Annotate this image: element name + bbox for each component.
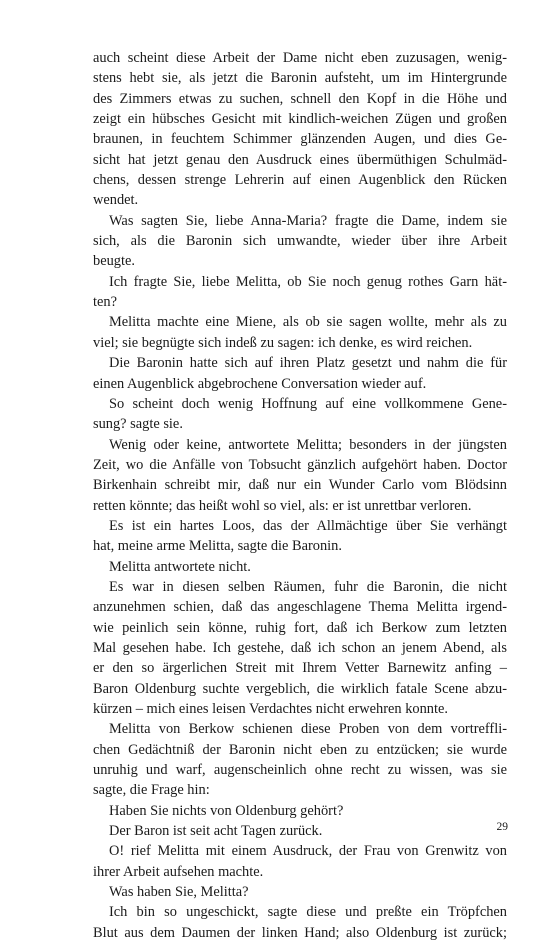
text-line: chens, dessen strenge Lehrerin auf einen Augenblick den Rücken xyxy=(93,172,507,189)
text-line: beugte. xyxy=(93,253,135,270)
text-line: unruhig und warf, augenscheinlich ohne recht zu wissen, was sie xyxy=(93,762,507,779)
text-line: Birkenhain schreibt mir, daß nur ein Wunder Carlo vom Blödsinn xyxy=(93,477,507,494)
text-line: retten könnte; das heißt wohl so viel, als: er ist unrettbar verloren. xyxy=(93,497,472,514)
text-line: Melitta von Berkow schienen diese Proben von dem vortreffli- xyxy=(109,721,507,738)
text-line: des Zimmers etwas zu suchen, schnell den Kopf in die Höhe und xyxy=(93,90,507,107)
text-line: Melitta antwortete nicht. xyxy=(109,558,251,575)
text-line: Es ist ein hartes Loos, das der Allmächtige über Sie verhängt xyxy=(109,517,507,534)
text-line: Was sagten Sie, liebe Anna-Maria? fragte die Dame, indem sie xyxy=(109,212,507,229)
text-line: anzunehmen schien, daß das angeschlagene Thema Melitta irgend- xyxy=(93,599,507,616)
text-line: einen Augenblick abgebrochene Conversation wieder auf. xyxy=(93,375,427,392)
text-line: er den so ärgerlichen Streit mit Ihrem Vetter Barnewitz anfing – xyxy=(93,660,507,677)
body-text xyxy=(93,48,507,943)
text-line: Haben Sie nichts von Oldenburg gehört? xyxy=(109,802,344,819)
text-line: Ich fragte Sie, liebe Melitta, ob Sie noch genug rothes Garn hät- xyxy=(109,273,507,290)
text-line: Melitta machte eine Miene, als ob sie sagen wollte, mehr als zu xyxy=(109,314,507,331)
text-line: ten? xyxy=(93,294,117,311)
text-line: wie peinlich sein könne, ruhig fort, daß ich Berkow zum letzten xyxy=(93,619,507,636)
text-line: Mal gesehen habe. Ich gestehe, daß ich schon an jenem Abend, als xyxy=(93,639,507,656)
text-line: Die Baronin hatte sich auf ihren Platz gesetzt und nahm die für xyxy=(109,355,507,372)
text-line: wendet. xyxy=(93,192,139,209)
text-line: Baron Oldenburg suchte vergeblich, die wirklich fatale Scene abzu- xyxy=(93,680,507,697)
text-line: braunen, in feuchtem Schimmer glänzenden Augen, und dies Ge- xyxy=(93,131,507,148)
text-line: sicht hat jetzt genau den Ausdruck eines übermüthigen Schulmäd- xyxy=(93,151,507,168)
text-line: viel; sie begnügte sich indeß zu sagen: ich denke, es wird reichen. xyxy=(93,334,473,351)
text-line: Wenig oder keine, antwortete Melitta; besonders in der jüngsten xyxy=(109,436,507,453)
page-number: 29 xyxy=(496,821,508,833)
text-line: zeigt ein hübsches Gesicht mit kindlich-weichen Zügen und großen xyxy=(93,111,507,128)
text-line: stens hebt sie, als jetzt die Baronin aufsteht, um im Hintergrunde xyxy=(93,70,507,87)
text-line: Blut aus dem Daumen der linken Hand; also Oldenburg ist zurück; xyxy=(93,924,507,941)
text-line: sung? sagte sie. xyxy=(93,416,183,433)
text-line: Es war in diesen selben Räumen, fuhr die Baronin, die nicht xyxy=(109,578,507,595)
text-line: sagte, die Frage hin: xyxy=(93,782,210,799)
text-line: kürzen – mich eines leisen Verdachtes nicht erwehren konnte. xyxy=(93,701,448,717)
text-line: Der Baron ist seit acht Tagen zurück. xyxy=(109,823,323,840)
text-line: Was haben Sie, Melitta? xyxy=(109,884,249,901)
text-line: auch scheint diese Arbeit der Dame nicht eben zuzusagen, wenig- xyxy=(93,50,507,66)
text-line: So scheint doch wenig Hoffnung auf eine vollkommene Gene- xyxy=(109,395,507,412)
text-line: O! rief Melitta mit einem Ausdruck, der Frau von Grenwitz von xyxy=(109,843,507,860)
text-line: Zeit, wo die Anfälle von Tobsucht gänzlich aufgehört haben. Doctor xyxy=(93,456,507,473)
text-line: ihrer Arbeit aufsehen machte. xyxy=(93,863,264,880)
text-line: sich, als die Baronin sich umwandte, wieder über ihre Arbeit xyxy=(93,233,507,250)
text-line: hat, meine arme Melitta, sagte die Baronin. xyxy=(93,538,342,555)
text-line: chen Gedächtniß der Baronin nicht eben zu entzücken; sie wurde xyxy=(93,741,507,758)
text-line: Ich bin so ungeschickt, sagte diese und preßte ein Tröpfchen xyxy=(109,904,507,921)
